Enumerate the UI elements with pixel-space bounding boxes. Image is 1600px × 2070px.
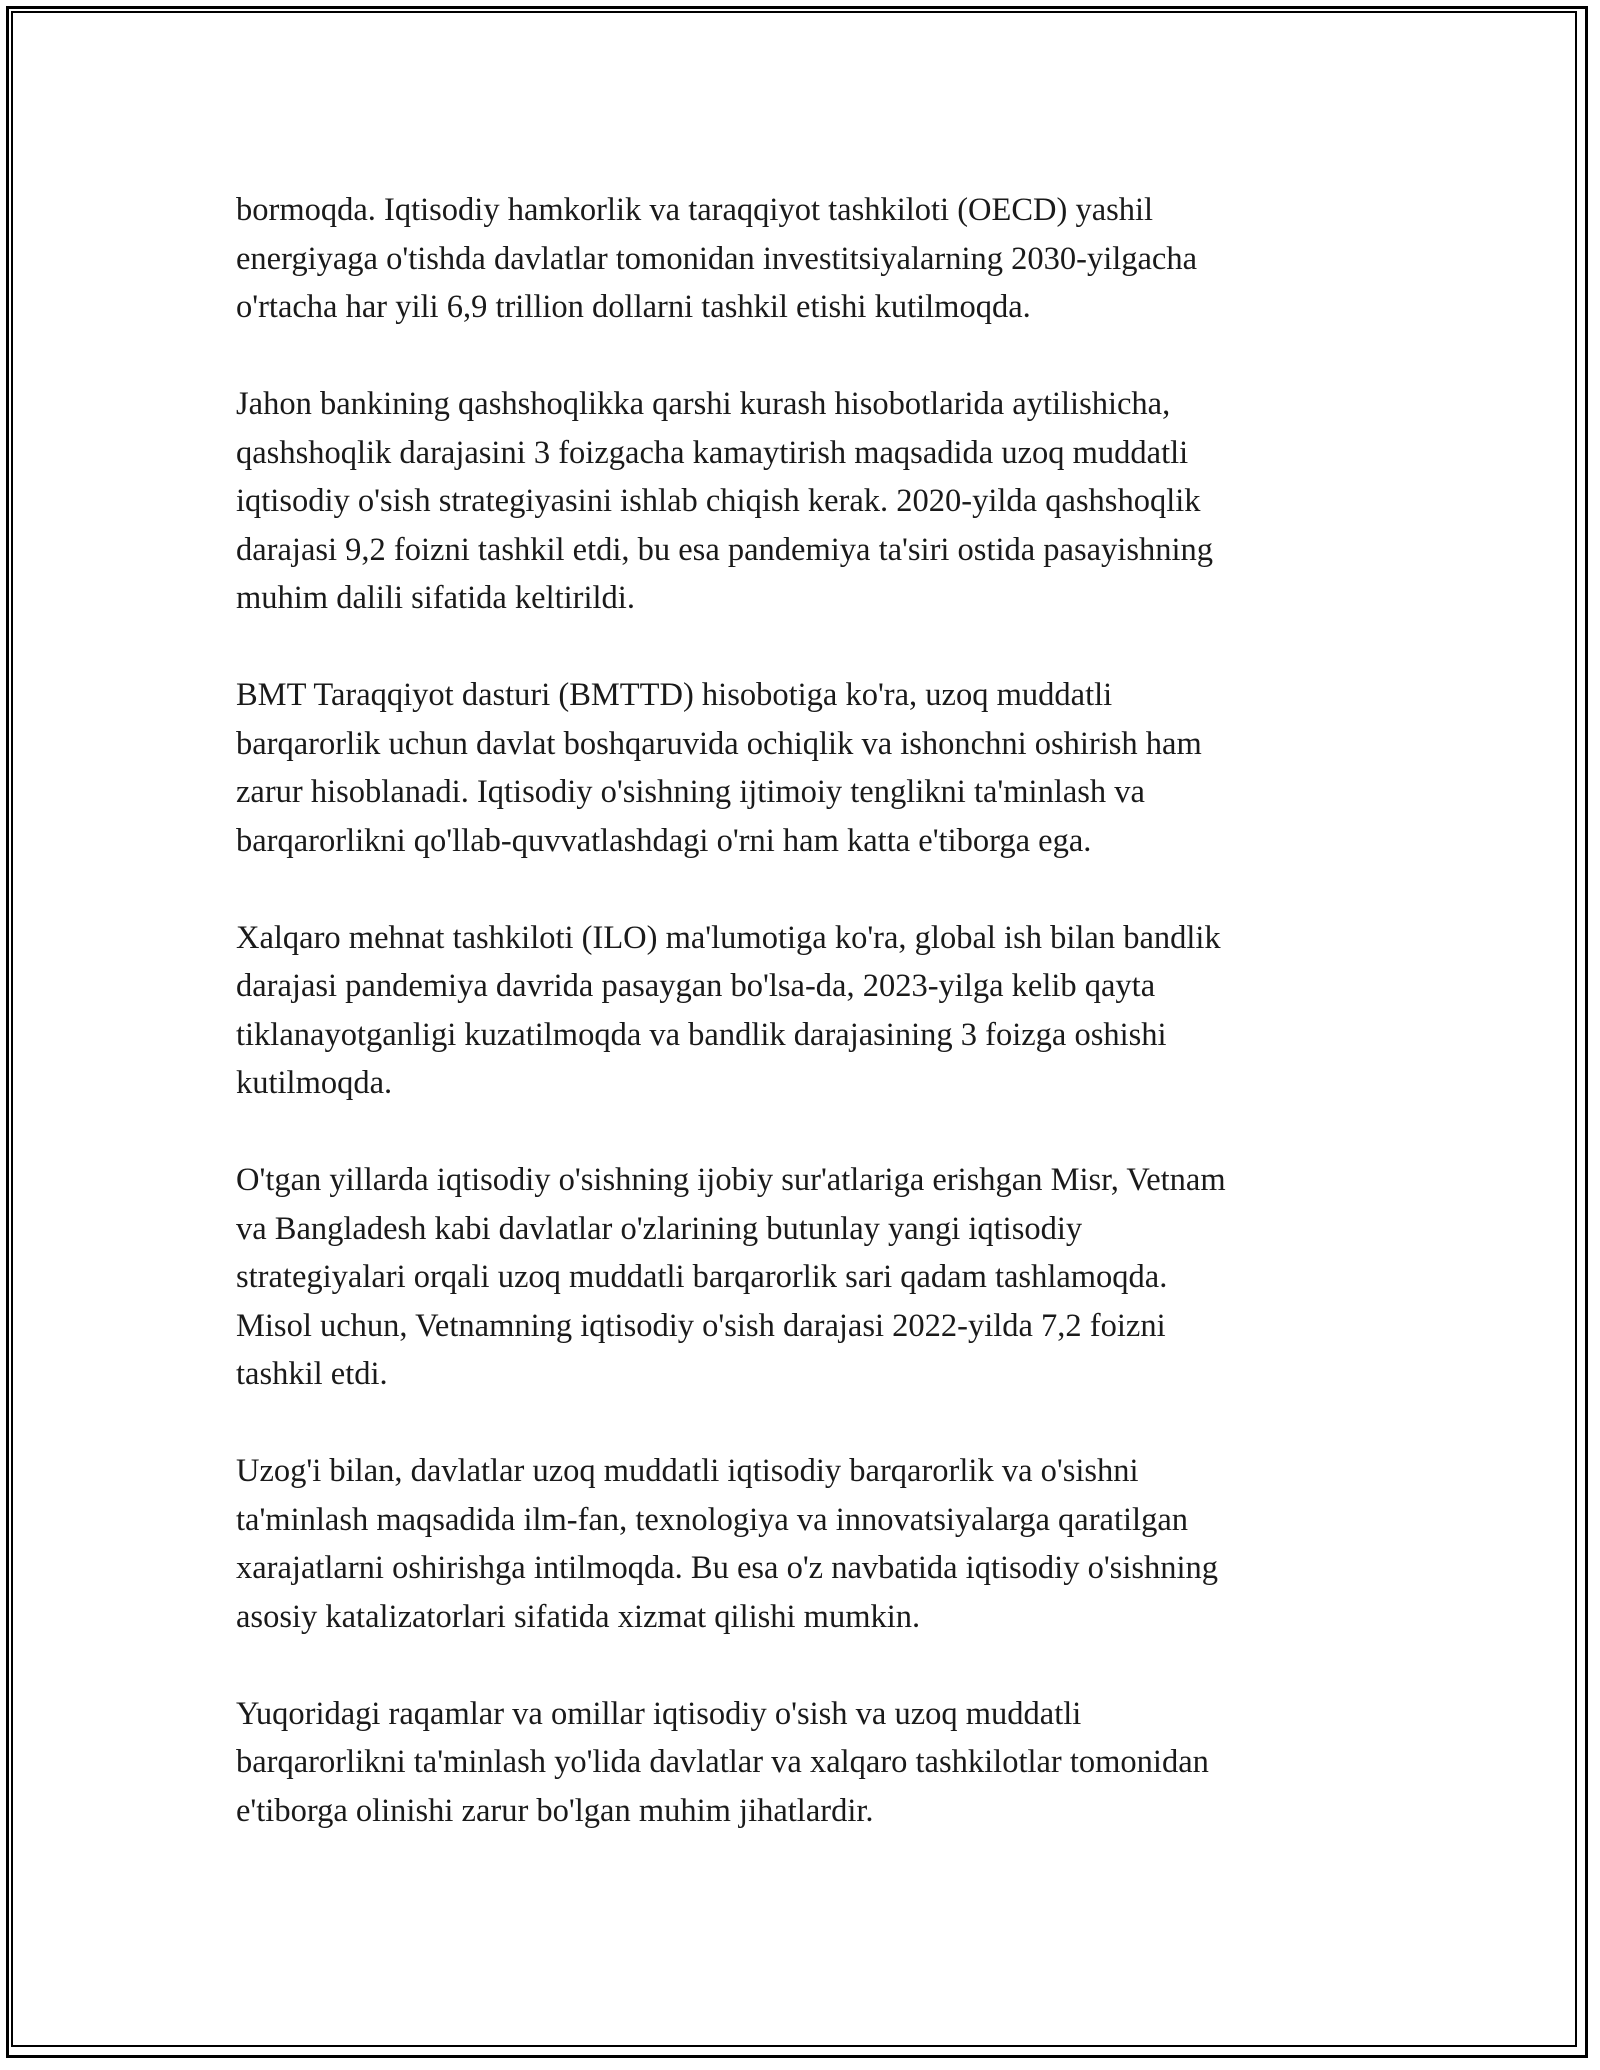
- paragraph-conclusion: Yuqoridagi raqamlar va omillar iqtisodiy o'sish va uzoq muddatli barqarorlikni ta'minlash yo'lida davlatlar va xalqaro tashkilotlar tomonidan e'tiborga olinishi zarur bo'lgan muhim jihatlardir.: [236, 1695, 1209, 1829]
- paragraph-undp-governance: BMT Taraqqiyot dasturi (BMTTD) hisobotiga ko'ra, uzoq muddatli barqarorlik uchun davlat boshqaruvida ochiqlik va ishonchni oshirish ham zarur hisoblanadi. Iqtisodiy o'sishning ijtimoiy tenglikni ta'minlash va barqarorlikni qo'llab-quvvatlashdagi o'rni ham katta e'tiborga ega.: [236, 677, 1202, 859]
- paragraph-oecd-investment: bormoqda. Iqtisodiy hamkorlik va taraqqiyot tashkiloti (OECD) yashil energiyaga o'tishda davlatlar tomonidan investitsiyalarning 2030-yilgacha o'rtacha har yili 6,9 trillion dollarni tashkil etishi kutilmoqda.: [236, 192, 1198, 325]
- paragraph-world-bank-poverty: Jahon bankining qashshoqlikka qarshi kurash hisobotlarida aytilishicha, qashshoqlik darajasini 3 foizgacha kamaytirish maqsadida uzoq muddatli iqtisodiy o'sish strategiyasini ishlab chiqish kerak. 2020-yilda qashshoqlik darajasi 9,2 foizni tashkil etdi, bu esa pandemiya ta'siri ostida pasayishning muhim dalili sifatida keltirildi.: [236, 386, 1214, 616]
- paragraph-ilo-employment: Xalqaro mehnat tashkiloti (ILO) ma'lumotiga ko'ra, global ish bilan bandlik darajasi pandemiya davrida pasaygan bo'lsa-da, 2023-yilga kelib qayta tiklanayotganligi kuzatilmoqda va bandlik darajasining 3 foizga oshishi kutilmoqda.: [236, 919, 1221, 1101]
- paragraph-innovation-spending: Uzog'i bilan, davlatlar uzoq muddatli iqtisodiy barqarorlik va o'sishni ta'minlash maqsadida ilm-fan, texnologiya va innovatsiyalarga qaratilgan xarajatlarni oshirishga intilmoqda. Bu esa o'z navbatida iqtisodiy o'sishning asosiy katalizatorlari sifatida xizmat qilishi mumkin.: [236, 1453, 1219, 1635]
- document-body: [236, 186, 1366, 1835]
- paragraph-country-examples: O'tgan yillarda iqtisodiy o'sishning ijobiy sur'atlariga erishgan Misr, Vetnam va Bangladesh kabi davlatlar o'zlarining butunlay yangi iqtisodiy strategiyalari orqali uzoq muddatli barqarorlik sari qadam tashlamoqda. Misol uchun, Vetnamning iqtisodiy o'sish darajasi 2022-yilda 7,2 foizni tashkil etdi.: [236, 1162, 1226, 1392]
